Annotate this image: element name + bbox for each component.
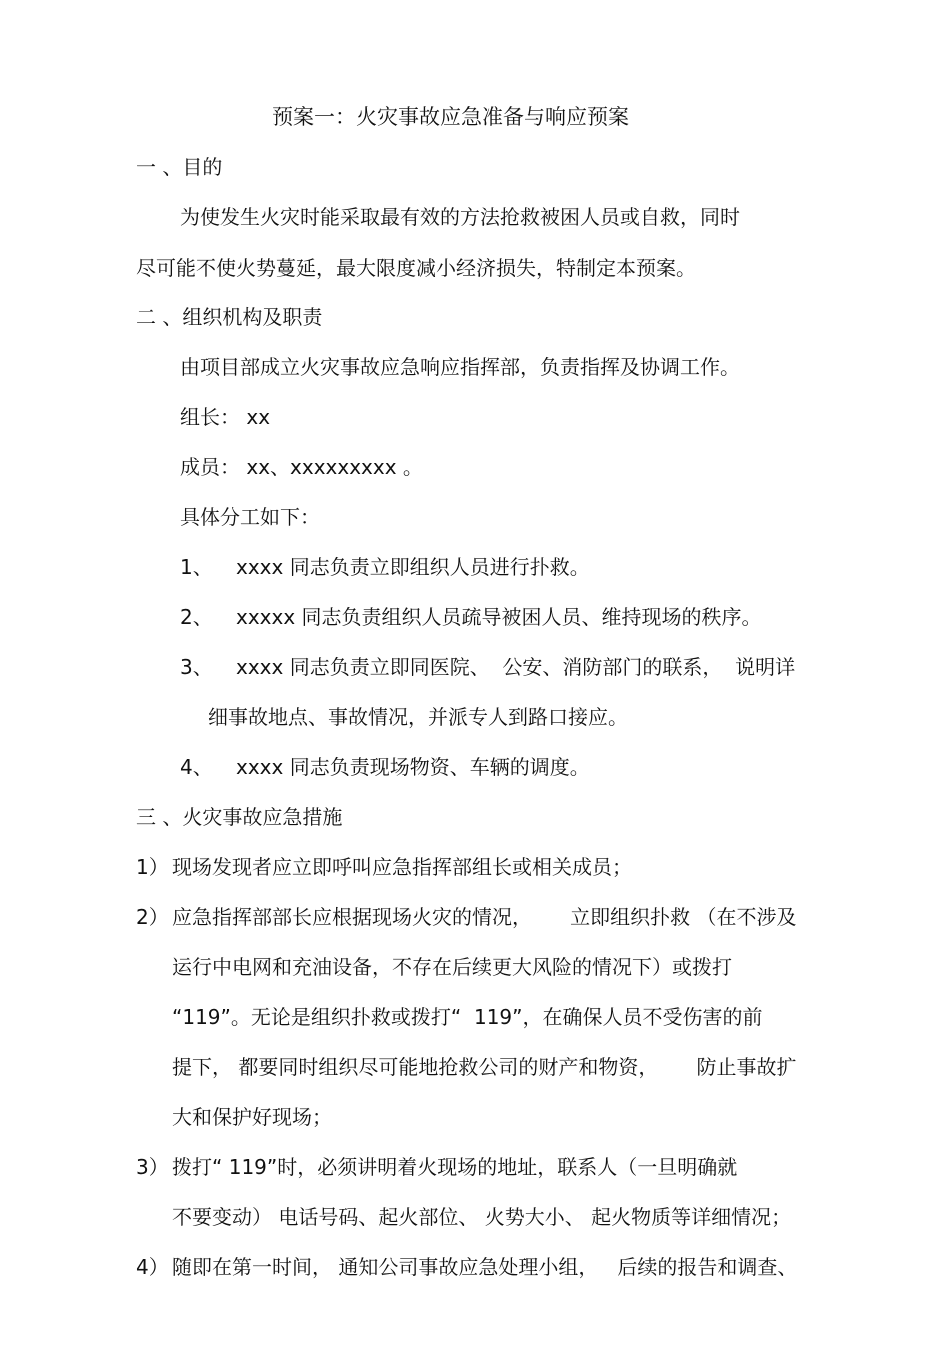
leader-line: 组长： xx xyxy=(180,405,271,429)
measure-number: 1） xyxy=(136,855,169,879)
measure-line: 应急指挥部部长应根据现场火灾的情况， 立即组织扑救 （在不涉及 xyxy=(172,905,797,929)
list-item-number: 1、 xyxy=(180,555,213,579)
paragraph-line: 尽可能不使火势蔓延，最大限度减小经济损失，特制定本预案。 xyxy=(136,256,696,280)
measure-number: 3） xyxy=(136,1155,169,1179)
members-line: 成员： xx、xxxxxxxxx 。 xyxy=(180,455,423,479)
measure-line: 提下， 都要同时组织尽可能地抢救公司的财产和物资， 防止事故扩 xyxy=(172,1055,797,1079)
list-item-text: xxxx 同志负责立即组织人员进行扑救。 xyxy=(236,555,590,579)
list-item-number: 4、 xyxy=(180,755,213,779)
paragraph-line: 由项目部成立火灾事故应急响应指挥部，负责指挥及协调工作。 xyxy=(180,355,740,379)
measure-number: 4） xyxy=(136,1255,169,1279)
measure-line: 运行中电网和充油设备，不存在后续更大风险的情况下）或拨打 xyxy=(172,955,732,979)
list-item-text: xxxxx 同志负责组织人员疏导被困人员、维持现场的秩序。 xyxy=(236,605,762,629)
measure-number: 2） xyxy=(136,905,169,929)
division-line: 具体分工如下： xyxy=(180,505,320,529)
list-item-text: xxxx 同志负责立即同医院、 公安、消防部门的联系， 说明详 xyxy=(236,655,796,679)
measure-line: 不要变动） 电话号码、起火部位、 火势大小、 起火物质等详细情况； xyxy=(172,1205,792,1229)
measure-line: 随即在第一时间， 通知公司事故应急处理小组， 后续的报告和调查、 xyxy=(172,1255,798,1279)
section-heading-measures: 三 、火灾事故应急措施 xyxy=(136,805,343,829)
measure-line: “119”。无论是组织扑救或拨打“ 119”，在确保人员不受伤害的前 xyxy=(172,1005,763,1029)
section-heading-organization: 二 、组织机构及职责 xyxy=(136,305,323,329)
measure-line: 大和保护好现场； xyxy=(172,1105,332,1129)
measure-line: 现场发现者应立即呼叫应急指挥部组长或相关成员； xyxy=(172,855,632,879)
list-item-text: xxxx 同志负责现场物资、车辆的调度。 xyxy=(236,755,590,779)
list-item-continuation: 细事故地点、事故情况，并派专人到路口接应。 xyxy=(208,705,628,729)
measure-line: 拨打“ 119”时，必须讲明着火现场的地址，联系人（一旦明确就 xyxy=(172,1155,738,1179)
document-title: 预案一：火灾事故应急准备与响应预案 xyxy=(272,105,629,129)
list-item-number: 3、 xyxy=(180,655,213,679)
list-item-number: 2、 xyxy=(180,605,213,629)
paragraph-line: 为使发生火灾时能采取最有效的方法抢救被困人员或自救，同时 xyxy=(180,205,740,229)
section-heading-purpose: 一 、目的 xyxy=(136,155,223,179)
